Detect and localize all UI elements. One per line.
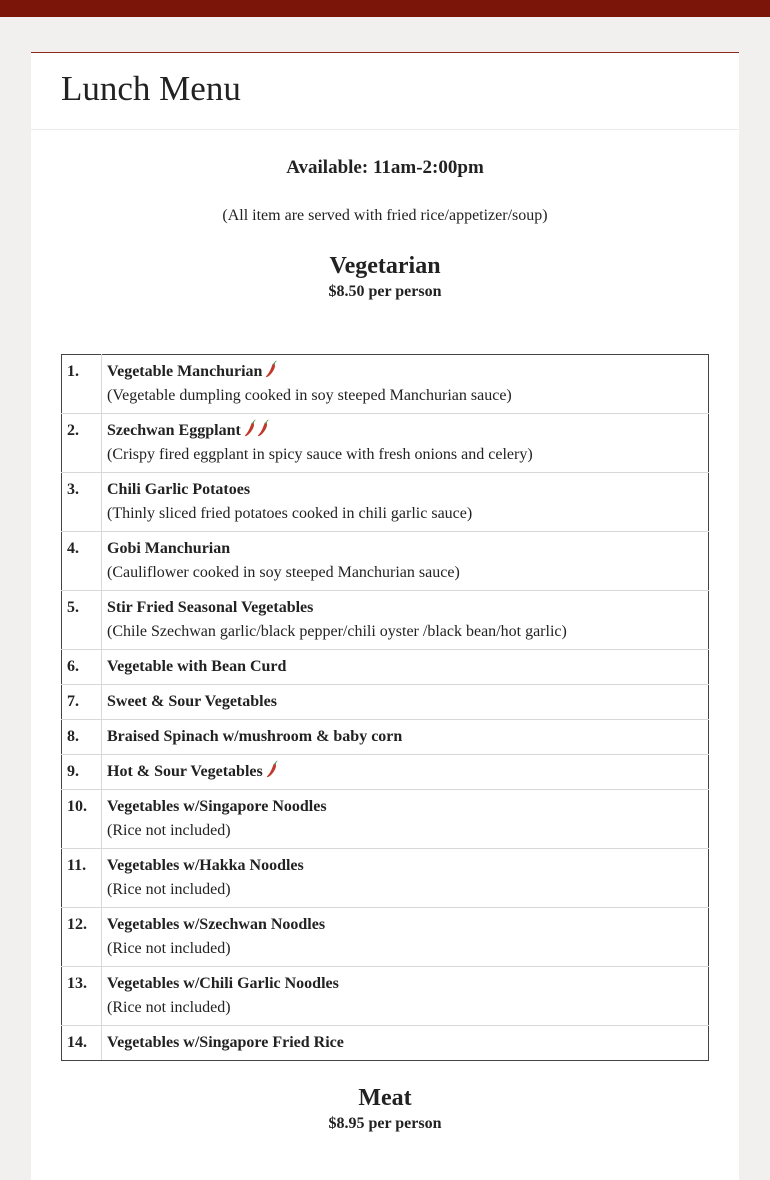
item-title-line	[107, 655, 703, 679]
item-number: 5.	[62, 591, 102, 650]
section-price-vegetarian: $8.50 per person	[328, 283, 442, 300]
item-number: 13.	[62, 967, 102, 1026]
item-title-line	[107, 913, 703, 937]
menu-row	[62, 473, 709, 532]
item-number: 6.	[62, 650, 102, 685]
item-title-line	[107, 854, 703, 878]
item-name: Chili Garlic Potatoes	[107, 481, 251, 498]
item-name: Vegetables w/Hakka Noodles	[107, 857, 304, 874]
section-title-vegetarian: Vegetarian	[329, 253, 441, 279]
item-title-line	[107, 795, 703, 819]
menu-row	[62, 532, 709, 591]
item-name: Braised Spinach w/mushroom & baby corn	[107, 728, 403, 745]
item-cell	[102, 532, 709, 591]
item-title-line	[107, 478, 703, 502]
item-title-line	[107, 537, 703, 561]
item-name: Vegetables w/Singapore Noodles	[107, 798, 327, 815]
item-description: (Cauliflower cooked in soy steeped Manchurian sauce)	[107, 564, 460, 581]
item-name: Stir Fried Seasonal Vegetables	[107, 599, 314, 616]
item-description: (Vegetable dumpling cooked in soy steeped Manchurian sauce)	[107, 387, 512, 404]
chili-pepper-icon	[244, 419, 256, 437]
item-title-line	[107, 1031, 703, 1055]
menu-row	[62, 967, 709, 1026]
menu-row	[62, 355, 709, 414]
item-cell	[102, 790, 709, 849]
menu-row	[62, 414, 709, 473]
item-number: 14.	[62, 1026, 102, 1061]
item-number: 2.	[62, 414, 102, 473]
item-title-line	[107, 419, 703, 443]
vegetarian-menu-table	[61, 354, 709, 1061]
section-title-meat: Meat	[358, 1085, 412, 1111]
item-number: 4.	[62, 532, 102, 591]
chili-pepper-icon	[265, 360, 277, 378]
item-description: (Thinly sliced fried potatoes cooked in chili garlic sauce)	[107, 505, 473, 522]
chili-pepper-icon	[266, 760, 278, 778]
menu-row	[62, 908, 709, 967]
menu-row	[62, 685, 709, 720]
item-description: (Crispy fired eggplant in spicy sauce with fresh onions and celery)	[107, 446, 533, 463]
item-cell	[102, 908, 709, 967]
item-cell	[102, 849, 709, 908]
item-cell	[102, 650, 709, 685]
item-number: 11.	[62, 849, 102, 908]
item-name: Vegetables w/Singapore Fried Rice	[107, 1034, 344, 1051]
item-description: (Chile Szechwan garlic/black pepper/chili oyster /black bean/hot garlic)	[107, 623, 567, 640]
item-description: (Rice not included)	[107, 822, 231, 839]
item-cell	[102, 685, 709, 720]
item-title-line	[107, 690, 703, 714]
item-description: (Rice not included)	[107, 999, 231, 1016]
item-cell	[102, 355, 709, 414]
spice-level	[265, 760, 278, 784]
item-cell	[102, 967, 709, 1026]
item-title-line	[107, 972, 703, 996]
item-number: 7.	[62, 685, 102, 720]
section-price-meat: $8.95 per person	[328, 1115, 442, 1132]
item-cell	[102, 1026, 709, 1061]
menu-row	[62, 650, 709, 685]
menu-row	[62, 591, 709, 650]
menu-card	[31, 52, 739, 1180]
spice-level	[264, 360, 277, 384]
item-cell	[102, 720, 709, 755]
item-title-line	[107, 360, 703, 384]
item-cell	[102, 473, 709, 532]
menu-row	[62, 790, 709, 849]
item-number: 1.	[62, 355, 102, 414]
availability-hours: Available: 11am-2:00pm	[286, 157, 484, 178]
item-title-line	[107, 725, 703, 749]
item-number: 9.	[62, 755, 102, 790]
item-name: Vegetables w/Szechwan Noodles	[107, 916, 326, 933]
served-with-note: (All item are served with fried rice/appetizer/soup)	[222, 207, 548, 224]
item-number: 10.	[62, 790, 102, 849]
item-name: Sweet & Sour Vegetables	[107, 693, 277, 710]
menu-row	[62, 720, 709, 755]
item-title-line	[107, 596, 703, 620]
item-name: Hot & Sour Vegetables	[107, 763, 263, 780]
item-name: Vegetable with Bean Curd	[107, 658, 287, 675]
page-title: Lunch Menu	[61, 69, 241, 108]
chili-pepper-icon	[257, 419, 269, 437]
item-cell	[102, 414, 709, 473]
top-bar	[0, 0, 770, 17]
item-number: 3.	[62, 473, 102, 532]
page-header	[31, 53, 739, 130]
item-name: Gobi Manchurian	[107, 540, 231, 557]
menu-row	[62, 755, 709, 790]
item-name: Szechwan Eggplant	[107, 422, 241, 439]
spice-level	[243, 419, 269, 443]
item-description: (Rice not included)	[107, 881, 231, 898]
item-title-line	[107, 760, 703, 784]
item-name: Vegetables w/Chili Garlic Noodles	[107, 975, 339, 992]
item-description: (Rice not included)	[107, 940, 231, 957]
menu-row	[62, 849, 709, 908]
menu-row	[62, 1026, 709, 1061]
item-name: Vegetable Manchurian	[107, 363, 263, 380]
item-number: 12.	[62, 908, 102, 967]
item-cell	[102, 591, 709, 650]
item-number: 8.	[62, 720, 102, 755]
item-cell	[102, 755, 709, 790]
